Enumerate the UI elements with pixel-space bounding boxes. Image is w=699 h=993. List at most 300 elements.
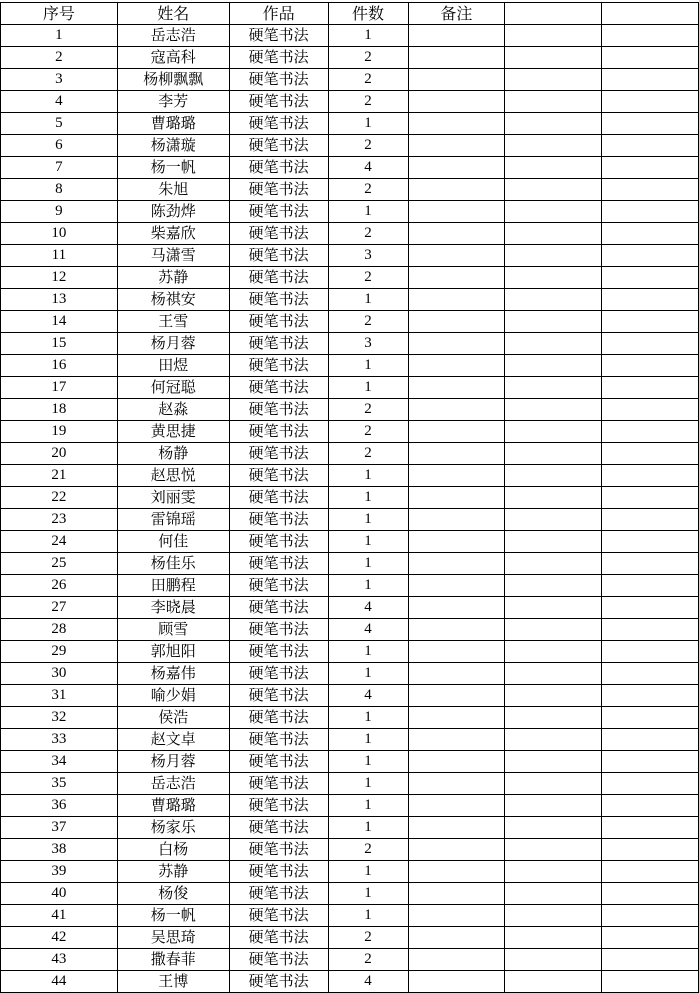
roster-table <box>0 2 699 993</box>
cell-index: 42 <box>1 927 118 949</box>
cell-index: 25 <box>1 553 118 575</box>
cell-blank <box>602 289 699 311</box>
cell-remarks <box>408 25 505 47</box>
cell-blank <box>602 201 699 223</box>
cell-remarks <box>408 971 505 993</box>
cell-blank <box>602 663 699 685</box>
cell-index: 40 <box>1 883 118 905</box>
cell-blank <box>505 883 602 905</box>
cell-blank <box>505 685 602 707</box>
cell-remarks <box>408 135 505 157</box>
cell-remarks <box>408 663 505 685</box>
cell-name: 撒春菲 <box>117 949 229 971</box>
cell-name: 赵思悦 <box>117 465 229 487</box>
table-row <box>1 443 699 465</box>
cell-name: 杨嘉伟 <box>117 663 229 685</box>
cell-blank <box>505 113 602 135</box>
cell-count: 1 <box>328 355 408 377</box>
cell-blank <box>505 69 602 91</box>
cell-blank <box>505 751 602 773</box>
table-row <box>1 839 699 861</box>
cell-index: 34 <box>1 751 118 773</box>
table-row <box>1 311 699 333</box>
cell-blank <box>505 795 602 817</box>
cell-blank <box>505 333 602 355</box>
cell-blank <box>505 135 602 157</box>
table-row <box>1 685 699 707</box>
cell-name: 柴嘉欣 <box>117 223 229 245</box>
cell-index: 14 <box>1 311 118 333</box>
cell-count: 1 <box>328 509 408 531</box>
cell-count: 1 <box>328 729 408 751</box>
cell-blank <box>602 377 699 399</box>
cell-blank <box>602 69 699 91</box>
cell-blank <box>602 47 699 69</box>
cell-remarks <box>408 113 505 135</box>
cell-count: 1 <box>328 465 408 487</box>
cell-blank <box>505 443 602 465</box>
header-index: 序号 <box>1 3 118 25</box>
cell-remarks <box>408 949 505 971</box>
table-row <box>1 927 699 949</box>
cell-remarks <box>408 179 505 201</box>
cell-blank <box>505 817 602 839</box>
cell-remarks <box>408 553 505 575</box>
table-row <box>1 619 699 641</box>
cell-work: 硬笔书法 <box>229 201 328 223</box>
cell-work: 硬笔书法 <box>229 91 328 113</box>
cell-blank <box>602 113 699 135</box>
cell-name: 赵文卓 <box>117 729 229 751</box>
cell-blank <box>602 399 699 421</box>
cell-index: 31 <box>1 685 118 707</box>
cell-count: 2 <box>328 69 408 91</box>
cell-blank <box>505 575 602 597</box>
cell-count: 4 <box>328 157 408 179</box>
cell-index: 15 <box>1 333 118 355</box>
table-row <box>1 729 699 751</box>
cell-count: 2 <box>328 179 408 201</box>
cell-index: 38 <box>1 839 118 861</box>
cell-name: 杨月蓉 <box>117 333 229 355</box>
cell-blank <box>505 179 602 201</box>
cell-work: 硬笔书法 <box>229 905 328 927</box>
cell-work: 硬笔书法 <box>229 971 328 993</box>
cell-blank <box>505 311 602 333</box>
cell-blank <box>602 905 699 927</box>
table-row <box>1 267 699 289</box>
cell-index: 4 <box>1 91 118 113</box>
cell-count: 2 <box>328 267 408 289</box>
cell-index: 7 <box>1 157 118 179</box>
cell-work: 硬笔书法 <box>229 179 328 201</box>
cell-blank <box>602 619 699 641</box>
cell-remarks <box>408 839 505 861</box>
cell-name: 何佳 <box>117 531 229 553</box>
cell-name: 杨柳飘飘 <box>117 69 229 91</box>
cell-name: 刘丽雯 <box>117 487 229 509</box>
cell-blank <box>602 267 699 289</box>
cell-blank <box>602 817 699 839</box>
table-row <box>1 289 699 311</box>
cell-name: 王雪 <box>117 311 229 333</box>
cell-remarks <box>408 157 505 179</box>
cell-index: 12 <box>1 267 118 289</box>
cell-blank <box>602 531 699 553</box>
cell-count: 2 <box>328 443 408 465</box>
cell-name: 寇高科 <box>117 47 229 69</box>
cell-blank <box>602 509 699 531</box>
cell-index: 6 <box>1 135 118 157</box>
cell-remarks <box>408 311 505 333</box>
table-row <box>1 465 699 487</box>
cell-index: 13 <box>1 289 118 311</box>
cell-index: 44 <box>1 971 118 993</box>
cell-name: 苏静 <box>117 267 229 289</box>
cell-count: 1 <box>328 751 408 773</box>
cell-blank <box>505 861 602 883</box>
table-row <box>1 47 699 69</box>
cell-blank <box>505 619 602 641</box>
cell-name: 顾雪 <box>117 619 229 641</box>
cell-name: 杨俊 <box>117 883 229 905</box>
cell-blank <box>505 157 602 179</box>
cell-name: 李晓晨 <box>117 597 229 619</box>
cell-remarks <box>408 443 505 465</box>
cell-blank <box>505 729 602 751</box>
cell-blank <box>505 47 602 69</box>
cell-work: 硬笔书法 <box>229 399 328 421</box>
table-row <box>1 795 699 817</box>
cell-work: 硬笔书法 <box>229 641 328 663</box>
cell-blank <box>505 641 602 663</box>
table-row <box>1 25 699 47</box>
table-row <box>1 575 699 597</box>
cell-index: 22 <box>1 487 118 509</box>
cell-work: 硬笔书法 <box>229 883 328 905</box>
table-row <box>1 509 699 531</box>
cell-index: 11 <box>1 245 118 267</box>
cell-index: 3 <box>1 69 118 91</box>
cell-work: 硬笔书法 <box>229 553 328 575</box>
cell-remarks <box>408 267 505 289</box>
cell-remarks <box>408 355 505 377</box>
cell-count: 1 <box>328 377 408 399</box>
cell-count: 2 <box>328 223 408 245</box>
cell-remarks <box>408 817 505 839</box>
cell-blank <box>602 443 699 465</box>
cell-blank <box>505 289 602 311</box>
cell-blank <box>602 333 699 355</box>
cell-blank <box>505 553 602 575</box>
header-blank-2 <box>602 3 699 25</box>
cell-work: 硬笔书法 <box>229 289 328 311</box>
cell-count: 1 <box>328 487 408 509</box>
cell-count: 1 <box>328 795 408 817</box>
cell-work: 硬笔书法 <box>229 47 328 69</box>
cell-blank <box>602 179 699 201</box>
cell-blank <box>602 135 699 157</box>
table-row <box>1 663 699 685</box>
cell-index: 23 <box>1 509 118 531</box>
cell-blank <box>505 927 602 949</box>
cell-blank <box>602 883 699 905</box>
cell-index: 17 <box>1 377 118 399</box>
cell-name: 苏静 <box>117 861 229 883</box>
cell-count: 1 <box>328 663 408 685</box>
cell-name: 何冠聪 <box>117 377 229 399</box>
cell-count: 1 <box>328 861 408 883</box>
cell-name: 田煜 <box>117 355 229 377</box>
cell-blank <box>505 531 602 553</box>
cell-work: 硬笔书法 <box>229 949 328 971</box>
cell-remarks <box>408 861 505 883</box>
cell-index: 27 <box>1 597 118 619</box>
cell-index: 2 <box>1 47 118 69</box>
cell-name: 田鹏程 <box>117 575 229 597</box>
cell-work: 硬笔书法 <box>229 245 328 267</box>
cell-index: 36 <box>1 795 118 817</box>
cell-blank <box>505 487 602 509</box>
table-row <box>1 399 699 421</box>
cell-blank <box>505 707 602 729</box>
cell-name: 岳志浩 <box>117 25 229 47</box>
cell-work: 硬笔书法 <box>229 69 328 91</box>
cell-work: 硬笔书法 <box>229 487 328 509</box>
table-row <box>1 487 699 509</box>
cell-name: 王博 <box>117 971 229 993</box>
cell-work: 硬笔书法 <box>229 333 328 355</box>
table-row <box>1 971 699 993</box>
cell-blank <box>602 311 699 333</box>
cell-count: 3 <box>328 245 408 267</box>
cell-name: 雷锦瑶 <box>117 509 229 531</box>
cell-blank <box>505 399 602 421</box>
cell-count: 2 <box>328 311 408 333</box>
cell-index: 24 <box>1 531 118 553</box>
cell-blank <box>602 795 699 817</box>
cell-work: 硬笔书法 <box>229 707 328 729</box>
cell-remarks <box>408 377 505 399</box>
table-row <box>1 355 699 377</box>
cell-count: 1 <box>328 531 408 553</box>
table-row <box>1 135 699 157</box>
cell-blank <box>602 949 699 971</box>
cell-index: 43 <box>1 949 118 971</box>
cell-remarks <box>408 399 505 421</box>
cell-name: 杨月蓉 <box>117 751 229 773</box>
cell-work: 硬笔书法 <box>229 223 328 245</box>
cell-work: 硬笔书法 <box>229 531 328 553</box>
cell-blank <box>505 25 602 47</box>
table-row <box>1 69 699 91</box>
table-row <box>1 91 699 113</box>
cell-name: 赵淼 <box>117 399 229 421</box>
cell-blank <box>602 355 699 377</box>
cell-remarks <box>408 245 505 267</box>
cell-index: 19 <box>1 421 118 443</box>
cell-work: 硬笔书法 <box>229 113 328 135</box>
cell-work: 硬笔书法 <box>229 575 328 597</box>
cell-work: 硬笔书法 <box>229 663 328 685</box>
cell-index: 16 <box>1 355 118 377</box>
cell-count: 4 <box>328 597 408 619</box>
table-row <box>1 223 699 245</box>
table-row <box>1 861 699 883</box>
cell-blank <box>602 421 699 443</box>
cell-blank <box>505 355 602 377</box>
cell-blank <box>602 553 699 575</box>
cell-remarks <box>408 509 505 531</box>
cell-blank <box>602 751 699 773</box>
cell-index: 35 <box>1 773 118 795</box>
cell-blank <box>505 597 602 619</box>
cell-remarks <box>408 289 505 311</box>
cell-work: 硬笔书法 <box>229 729 328 751</box>
cell-index: 1 <box>1 25 118 47</box>
table-row <box>1 113 699 135</box>
cell-blank <box>602 707 699 729</box>
cell-count: 2 <box>328 135 408 157</box>
cell-name: 曹璐璐 <box>117 795 229 817</box>
cell-blank <box>602 487 699 509</box>
cell-name: 杨一帆 <box>117 905 229 927</box>
cell-remarks <box>408 531 505 553</box>
header-blank-1 <box>505 3 602 25</box>
cell-index: 5 <box>1 113 118 135</box>
cell-remarks <box>408 641 505 663</box>
table-row <box>1 157 699 179</box>
cell-count: 1 <box>328 905 408 927</box>
cell-blank <box>602 245 699 267</box>
cell-remarks <box>408 69 505 91</box>
cell-index: 26 <box>1 575 118 597</box>
cell-work: 硬笔书法 <box>229 795 328 817</box>
cell-blank <box>505 223 602 245</box>
cell-blank <box>602 971 699 993</box>
cell-blank <box>602 861 699 883</box>
cell-index: 8 <box>1 179 118 201</box>
cell-count: 3 <box>328 333 408 355</box>
cell-remarks <box>408 575 505 597</box>
cell-work: 硬笔书法 <box>229 267 328 289</box>
cell-remarks <box>408 333 505 355</box>
cell-work: 硬笔书法 <box>229 817 328 839</box>
cell-remarks <box>408 927 505 949</box>
cell-work: 硬笔书法 <box>229 25 328 47</box>
cell-work: 硬笔书法 <box>229 751 328 773</box>
cell-count: 2 <box>328 839 408 861</box>
cell-remarks <box>408 707 505 729</box>
cell-count: 4 <box>328 971 408 993</box>
table-row <box>1 179 699 201</box>
cell-name: 杨佳乐 <box>117 553 229 575</box>
header-name: 姓名 <box>117 3 229 25</box>
cell-blank <box>505 971 602 993</box>
cell-blank <box>602 839 699 861</box>
cell-index: 41 <box>1 905 118 927</box>
cell-remarks <box>408 685 505 707</box>
table-row <box>1 773 699 795</box>
cell-index: 37 <box>1 817 118 839</box>
cell-name: 喻少娟 <box>117 685 229 707</box>
cell-count: 1 <box>328 113 408 135</box>
cell-blank <box>505 421 602 443</box>
cell-work: 硬笔书法 <box>229 839 328 861</box>
cell-count: 1 <box>328 201 408 223</box>
header-remarks: 备注 <box>408 3 505 25</box>
cell-count: 1 <box>328 707 408 729</box>
cell-count: 1 <box>328 25 408 47</box>
cell-count: 1 <box>328 289 408 311</box>
cell-name: 曹璐璐 <box>117 113 229 135</box>
cell-name: 朱旭 <box>117 179 229 201</box>
cell-remarks <box>408 773 505 795</box>
cell-work: 硬笔书法 <box>229 619 328 641</box>
cell-work: 硬笔书法 <box>229 509 328 531</box>
cell-remarks <box>408 91 505 113</box>
table-row <box>1 641 699 663</box>
cell-blank <box>505 377 602 399</box>
cell-name: 黄思捷 <box>117 421 229 443</box>
cell-blank <box>505 465 602 487</box>
cell-remarks <box>408 729 505 751</box>
table-row <box>1 421 699 443</box>
cell-remarks <box>408 487 505 509</box>
cell-work: 硬笔书法 <box>229 685 328 707</box>
cell-name: 马潇雪 <box>117 245 229 267</box>
cell-name: 杨一帆 <box>117 157 229 179</box>
cell-count: 2 <box>328 47 408 69</box>
cell-blank <box>602 223 699 245</box>
cell-blank <box>602 685 699 707</box>
cell-name: 李芳 <box>117 91 229 113</box>
cell-remarks <box>408 465 505 487</box>
cell-remarks <box>408 223 505 245</box>
table-row <box>1 201 699 223</box>
cell-count: 4 <box>328 619 408 641</box>
cell-name: 侯浩 <box>117 707 229 729</box>
cell-index: 28 <box>1 619 118 641</box>
cell-work: 硬笔书法 <box>229 135 328 157</box>
table-row <box>1 883 699 905</box>
cell-blank <box>505 839 602 861</box>
cell-blank <box>602 25 699 47</box>
cell-index: 20 <box>1 443 118 465</box>
cell-work: 硬笔书法 <box>229 157 328 179</box>
cell-name: 杨家乐 <box>117 817 229 839</box>
cell-count: 1 <box>328 553 408 575</box>
cell-blank <box>505 949 602 971</box>
cell-remarks <box>408 201 505 223</box>
cell-work: 硬笔书法 <box>229 355 328 377</box>
table-row <box>1 531 699 553</box>
table-row <box>1 553 699 575</box>
cell-blank <box>602 927 699 949</box>
cell-work: 硬笔书法 <box>229 861 328 883</box>
cell-remarks <box>408 795 505 817</box>
cell-work: 硬笔书法 <box>229 927 328 949</box>
header-count: 件数 <box>328 3 408 25</box>
cell-remarks <box>408 597 505 619</box>
table-row <box>1 751 699 773</box>
cell-blank <box>602 157 699 179</box>
table-row <box>1 245 699 267</box>
cell-count: 2 <box>328 421 408 443</box>
cell-remarks <box>408 619 505 641</box>
table-row <box>1 817 699 839</box>
cell-index: 18 <box>1 399 118 421</box>
